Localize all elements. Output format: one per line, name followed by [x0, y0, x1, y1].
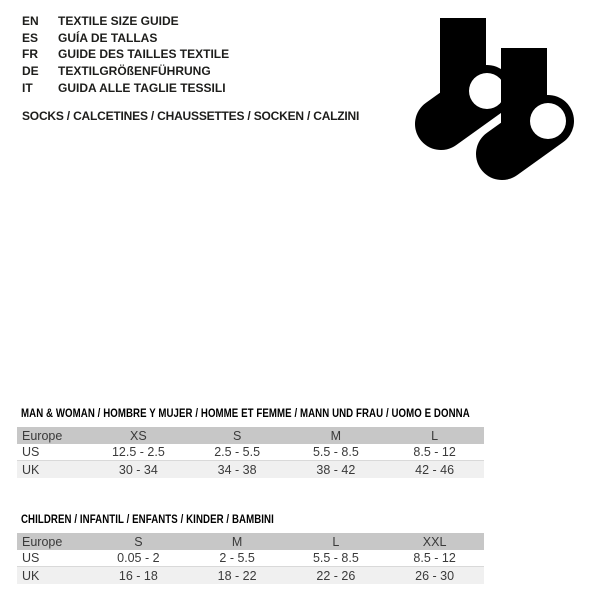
size-cell: 16 - 18	[118, 568, 158, 583]
table-row-uk	[17, 567, 484, 584]
table-row-us	[17, 444, 484, 461]
size-table-children	[17, 533, 484, 584]
row-label: US	[22, 445, 40, 459]
row-label: US	[22, 551, 40, 565]
col-header-size: XXL	[422, 534, 447, 549]
size-cell: 22 - 26	[316, 568, 356, 583]
size-cell: 5.5 - 8.5	[312, 445, 359, 459]
socks-icon	[400, 10, 586, 190]
language-entry	[22, 13, 229, 30]
table-header-row	[17, 533, 484, 550]
row-label: UK	[22, 568, 40, 583]
language-entry	[22, 46, 229, 63]
size-cell: 34 - 38	[217, 462, 257, 477]
section-heading-children: CHILDREN / INFANTIL / ENFANTS / KINDER / BAMBINI	[21, 514, 274, 526]
table-header-row	[17, 427, 484, 444]
row-label: UK	[22, 462, 40, 477]
language-title: GUIDA ALLE TAGLIE TESSILI	[58, 80, 226, 95]
size-table-adults	[17, 427, 484, 478]
language-entry	[22, 63, 229, 80]
language-entry	[22, 30, 229, 47]
language-title: GUÍA DE TALLAS	[58, 30, 158, 45]
language-code: IT	[22, 80, 33, 95]
size-cell: 42 - 46	[415, 462, 455, 477]
col-header-size: M	[330, 428, 342, 443]
size-cell: 0.05 - 2	[117, 551, 160, 565]
language-code: EN	[22, 14, 39, 29]
col-header-region: Europe	[22, 428, 63, 443]
size-cell: 26 - 30	[415, 568, 455, 583]
size-cell: 8.5 - 12	[413, 551, 456, 565]
col-header-size: S	[134, 534, 143, 549]
sock-front-icon	[501, 48, 566, 154]
language-title: GUIDE DES TAILLES TEXTILE	[58, 47, 230, 62]
size-cell: 18 - 22	[217, 568, 257, 583]
language-code: FR	[22, 47, 38, 62]
col-header-size: L	[431, 428, 439, 443]
col-header-size: M	[231, 534, 243, 549]
language-entry	[22, 79, 229, 96]
category-title: SOCKS / CALCETINES / CHAUSSETTES / SOCKEN / CALZINI	[22, 109, 360, 123]
size-cell: 12.5 - 2.5	[111, 445, 165, 459]
language-code: DE	[22, 64, 39, 79]
size-cell: 8.5 - 12	[413, 445, 456, 459]
size-cell: 38 - 42	[316, 462, 356, 477]
size-cell: 5.5 - 8.5	[312, 551, 359, 565]
sock-back-icon	[440, 18, 505, 124]
size-cell: 2.5 - 5.5	[214, 445, 261, 459]
table-row-us	[17, 550, 484, 567]
section-heading-adults: MAN & WOMAN / HOMBRE Y MUJER / HOMME ET FEMME / MANN UND FRAU / UOMO E DONNA	[21, 408, 470, 420]
col-header-region: Europe	[22, 534, 63, 549]
col-header-size: L	[332, 534, 340, 549]
size-cell: 30 - 34	[118, 462, 158, 477]
table-row-uk	[17, 461, 484, 478]
col-header-size: XS	[130, 428, 147, 443]
col-header-size: S	[232, 428, 242, 443]
language-title: TEXTILGRÖßENFÜHRUNG	[58, 64, 211, 79]
size-cell: 2 - 5.5	[219, 551, 255, 565]
language-code: ES	[22, 30, 39, 45]
language-title: TEXTILE SIZE GUIDE	[58, 14, 179, 29]
language-title-list	[22, 13, 229, 96]
